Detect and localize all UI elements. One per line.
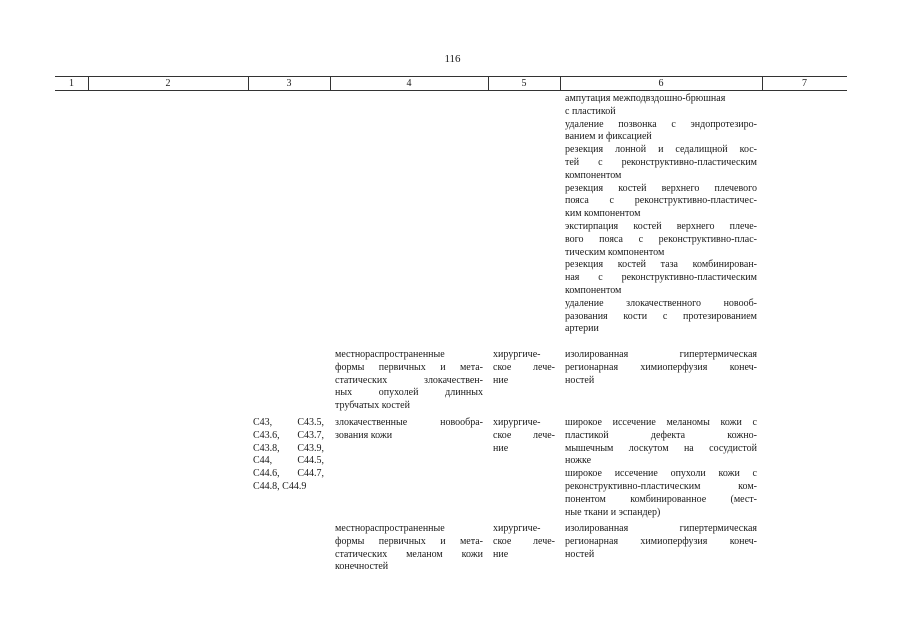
icd-code-line: C44.6, C44.7, bbox=[253, 468, 324, 480]
treatment-type-line: хирургиче- bbox=[493, 349, 541, 360]
treatment-line: резекция костей верхнего плечевого bbox=[565, 182, 757, 194]
condition-line: зования кожи bbox=[335, 429, 393, 441]
treatment-line: разования кости с протезированием bbox=[565, 310, 757, 322]
header-bottom-rule bbox=[55, 90, 847, 91]
icd-code-line: C44, C44.5, bbox=[253, 455, 324, 467]
treatment-line: с пластикой bbox=[565, 105, 616, 117]
row2-treatment-type bbox=[493, 417, 555, 455]
treatment-line: тическим компонентом bbox=[565, 246, 665, 258]
treatment-line: ампутация межподвздошно-брюшная bbox=[565, 93, 726, 104]
method-line: широкое иссечение меланомы кожи с bbox=[565, 417, 757, 428]
treatment-type-line: ние bbox=[493, 442, 509, 454]
treatment-line: резекция лонной и седалищной кос- bbox=[565, 144, 757, 156]
condition-line: статических меланом кожи bbox=[335, 548, 483, 560]
treatment-line: артерии bbox=[565, 323, 599, 335]
column-header-7: 7 bbox=[802, 78, 807, 89]
condition-line: злокачественные новообра- bbox=[335, 417, 483, 428]
condition-line: местнораспространенные bbox=[335, 523, 445, 534]
treatment-line: тей с реконструктивно-пластическим bbox=[565, 156, 757, 168]
treatment-line: пояса с реконструктивно-пластичес- bbox=[565, 195, 757, 207]
column-header-4: 4 bbox=[406, 78, 412, 89]
treatment-line: ванием и фиксацией bbox=[565, 131, 652, 143]
row1-treatment-type bbox=[493, 349, 555, 387]
method-line: пластикой дефекта кожно- bbox=[565, 429, 757, 441]
treatment-type-line: ское лече- bbox=[493, 429, 555, 441]
row3-condition bbox=[335, 523, 483, 574]
column-header-1: 1 bbox=[69, 78, 74, 89]
column-header-6: 6 bbox=[658, 78, 664, 89]
column-header-5: 5 bbox=[521, 78, 527, 89]
treatment-type-line: ское лече- bbox=[493, 361, 555, 373]
condition-line: ных опухолей длинных bbox=[335, 387, 483, 399]
page-number: 116 bbox=[444, 53, 461, 65]
continuation-treatment-list bbox=[565, 93, 757, 336]
icd-code-line: C43, C43.5, bbox=[253, 417, 324, 428]
condition-line: конечностей bbox=[335, 561, 389, 573]
treatment-line: компонентом bbox=[565, 169, 622, 181]
method-line: ные ткани и эспандер) bbox=[565, 506, 661, 518]
treatment-line: вого пояса с реконструктивно-плас- bbox=[565, 233, 757, 245]
condition-line: трубчатых костей bbox=[335, 400, 410, 412]
row1-condition bbox=[335, 349, 483, 413]
method-line: ножке bbox=[565, 455, 592, 467]
method-line: широкое иссечение опухоли кожи с bbox=[565, 468, 757, 480]
treatment-line: ная с реконструктивно-пластическим bbox=[565, 272, 757, 284]
method-line: изолированная гипертермическая bbox=[565, 349, 757, 360]
treatment-line: удаление позвонка с эндопротезиро- bbox=[565, 118, 757, 130]
method-line: изолированная гипертермическая bbox=[565, 523, 757, 534]
treatment-type-line: ское лече- bbox=[493, 535, 555, 547]
method-line: регионарная химиоперфузия конеч- bbox=[565, 361, 757, 373]
header-top-rule bbox=[55, 76, 847, 77]
treatment-line: резекция костей таза комбинирован- bbox=[565, 259, 757, 271]
row3-method bbox=[565, 523, 757, 561]
treatment-type-line: хирургиче- bbox=[493, 417, 541, 428]
row3-treatment-type bbox=[493, 523, 555, 561]
row1-method bbox=[565, 349, 757, 387]
condition-line: статических злокачествен- bbox=[335, 374, 483, 386]
icd-code-line: C43.6, C43.7, bbox=[253, 429, 324, 441]
method-line: реконструктивно-пластическим ком- bbox=[565, 480, 757, 492]
method-line: регионарная химиоперфузия конеч- bbox=[565, 535, 757, 547]
icd-code-line: C44.8, C44.9 bbox=[253, 480, 307, 492]
condition-line: формы первичных и мета- bbox=[335, 535, 483, 547]
column-header-2: 2 bbox=[165, 78, 171, 89]
treatment-line: удаление злокачественного новооб- bbox=[565, 297, 757, 309]
treatment-type-line: хирургиче- bbox=[493, 523, 541, 534]
column-header-3: 3 bbox=[286, 78, 292, 89]
method-line: мышечным лоскутом на сосудистой bbox=[565, 442, 757, 454]
method-line: понентом комбинированное (мест- bbox=[565, 493, 757, 505]
condition-line: формы первичных и мета- bbox=[335, 361, 483, 373]
treatment-line: компонентом bbox=[565, 284, 622, 296]
method-line: ностей bbox=[565, 548, 595, 560]
treatment-line: ким компонентом bbox=[565, 208, 641, 220]
row2-condition bbox=[335, 417, 483, 443]
row2-method bbox=[565, 417, 757, 519]
icd-code-line: C43.8, C43.9, bbox=[253, 442, 324, 454]
method-line: ностей bbox=[565, 374, 595, 386]
treatment-type-line: ние bbox=[493, 548, 509, 560]
treatment-line: экстирпация костей верхнего плече- bbox=[565, 220, 757, 232]
treatment-type-line: ние bbox=[493, 374, 509, 386]
condition-line: местнораспространенные bbox=[335, 349, 445, 360]
row2-icd-codes bbox=[253, 417, 324, 494]
